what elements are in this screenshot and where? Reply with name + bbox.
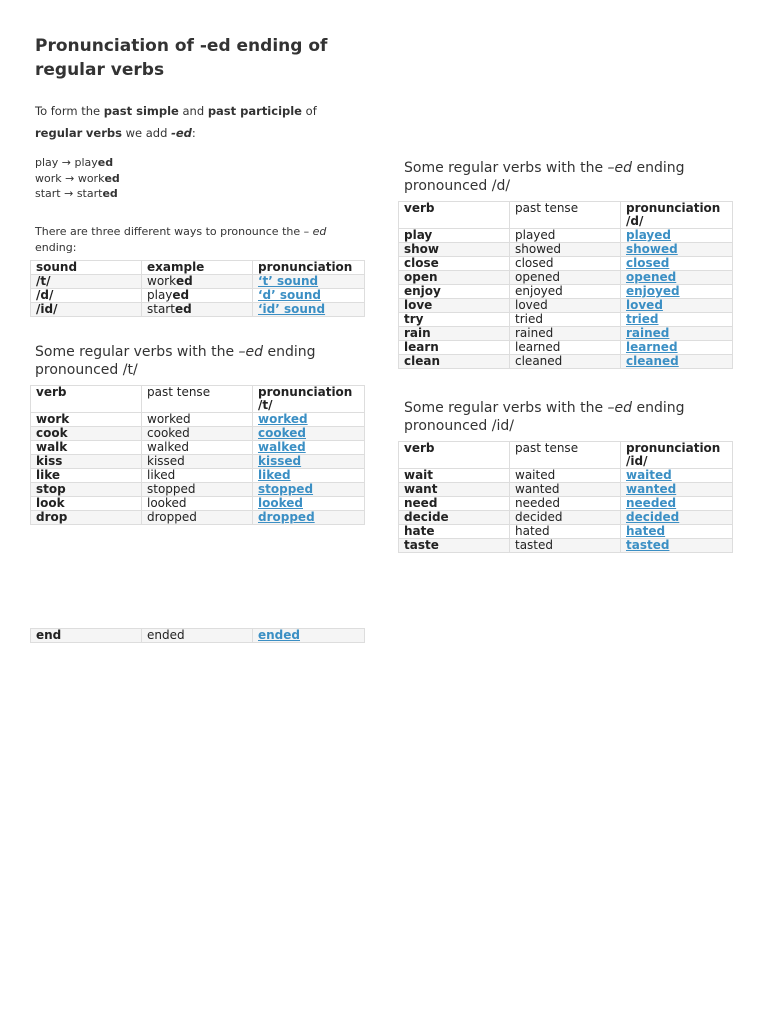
table-row: [31, 483, 365, 497]
verb-cell: stop: [31, 483, 142, 497]
verb-cell: play: [399, 229, 510, 243]
past-tense-cell: waited: [510, 469, 621, 483]
header-cell: pronunciation /id/: [621, 442, 733, 469]
past-tense-cell: rained: [510, 327, 621, 341]
d-section-heading: [404, 159, 739, 195]
verb-cell: clean: [399, 355, 510, 369]
pronunciation-cell: [621, 341, 733, 355]
pronunciation-link[interactable]: decided: [626, 510, 680, 524]
past-tense-cell: worked: [142, 413, 253, 427]
example-ending: ed: [102, 187, 118, 200]
heading-ed: –ed: [607, 400, 633, 416]
past-tense-cell: learned: [510, 341, 621, 355]
intro-text-3: of: [302, 104, 317, 118]
end-row-table: [30, 628, 365, 643]
table-row: [399, 341, 733, 355]
pronunciation-link[interactable]: played: [626, 228, 671, 242]
pronunciation-cell: [253, 455, 365, 469]
pronunciation-link[interactable]: ‘id’ sound: [258, 302, 326, 316]
table-row: [31, 469, 365, 483]
past-tense-cell: enjoyed: [510, 285, 621, 299]
pronunciation-link[interactable]: cleaned: [626, 354, 679, 368]
heading-text: Some regular verbs with the: [404, 160, 608, 176]
past-tense-cell: dropped: [142, 511, 253, 525]
verb-cell: close: [399, 257, 510, 271]
verb-cell: taste: [399, 539, 510, 553]
table-header-row: [399, 202, 733, 229]
pronunciation-cell: [621, 469, 733, 483]
three-ways-paragraph: [35, 224, 335, 255]
pronunciation-link[interactable]: ‘t’ sound: [258, 274, 319, 288]
d-verbs-table: [398, 201, 733, 369]
pronunciation-link[interactable]: stopped: [258, 482, 314, 496]
verb-cell: like: [31, 469, 142, 483]
pronunciation-link[interactable]: enjoyed: [626, 284, 680, 298]
heading-text: ending pronounced /d/: [404, 160, 685, 194]
table-row: [399, 257, 733, 271]
verb-cell: look: [31, 497, 142, 511]
past-tense-cell: stopped: [142, 483, 253, 497]
past-tense-cell: tried: [510, 313, 621, 327]
verb-cell: need: [399, 497, 510, 511]
table-row: [31, 413, 365, 427]
table-row: [31, 303, 365, 317]
pronunciation-cell: [253, 483, 365, 497]
pronunciation-cell: [253, 275, 365, 289]
pronunciation-link[interactable]: kissed: [258, 454, 302, 468]
table-row: [399, 355, 733, 369]
intro-text-5: :: [191, 126, 196, 140]
header-cell: pronunciation: [253, 261, 365, 275]
past-tense-cell: liked: [142, 469, 253, 483]
header-cell: sound: [31, 261, 142, 275]
example-cell: [142, 275, 253, 289]
t-verbs-table: [30, 385, 365, 525]
example-ending: ed: [172, 288, 190, 302]
table-row: [399, 229, 733, 243]
verb-cell: decide: [399, 511, 510, 525]
example-ending: ed: [176, 274, 193, 288]
pronunciation-cell: [621, 497, 733, 511]
verb-cell: learn: [399, 341, 510, 355]
table-row: [399, 243, 733, 257]
past-participle-term: past participle: [207, 104, 302, 118]
verb-cell: open: [399, 271, 510, 285]
examples-list: [35, 155, 365, 202]
verb-cell: hate: [399, 525, 510, 539]
verb-cell: drop: [31, 511, 142, 525]
verb-cell: kiss: [31, 455, 142, 469]
table-row: [399, 469, 733, 483]
verb-cell: wait: [399, 469, 510, 483]
table-header-row: [399, 442, 733, 469]
heading-ed: –ed: [607, 160, 633, 176]
pronunciation-cell: [621, 327, 733, 341]
pronunciation-link[interactable]: ended: [258, 628, 300, 642]
example-base: start → start: [35, 187, 103, 200]
pronunciation-link[interactable]: hated: [626, 524, 666, 538]
past-tense-cell: showed: [510, 243, 621, 257]
heading-text: Some regular verbs with the: [35, 344, 239, 360]
sound-cell: /id/: [31, 303, 142, 317]
header-cell: example: [142, 261, 253, 275]
header-cell: past tense: [142, 386, 253, 413]
id-verbs-table: [398, 441, 733, 553]
pronunciation-link[interactable]: ‘d’ sound: [258, 288, 321, 302]
table-row: [31, 427, 365, 441]
pronunciation-cell: [253, 303, 365, 317]
table-row: [31, 511, 365, 525]
pronunciation-cell: [621, 257, 733, 271]
table-row: [399, 299, 733, 313]
table-header-row: [31, 386, 365, 413]
pronunciation-link[interactable]: looked: [258, 496, 303, 510]
pronunciation-cell: [253, 497, 365, 511]
past-tense-cell: played: [510, 229, 621, 243]
table-header-row: [31, 261, 365, 275]
intro-text-1: To form the: [35, 104, 104, 118]
pronunciation-link[interactable]: closed: [626, 256, 670, 270]
pronunciation-cell: [253, 469, 365, 483]
pronunciation-cell: [253, 629, 365, 643]
heading-text: ending pronounced /t/: [35, 344, 316, 378]
three-ways-rest: ending:: [35, 240, 77, 254]
pronunciation-cell: [621, 539, 733, 553]
heading-text: Some regular verbs with the: [404, 400, 608, 416]
pronunciation-link[interactable]: liked: [258, 468, 291, 482]
pronunciation-cell: [621, 511, 733, 525]
verbs-term: verbs: [85, 126, 122, 140]
pronunciation-cell: [253, 427, 365, 441]
pronunciation-link[interactable]: rained: [626, 326, 670, 340]
example-base: work: [147, 274, 177, 288]
example-base: play → play: [35, 156, 98, 169]
past-tense-cell: walked: [142, 441, 253, 455]
past-simple-term: past simple: [103, 104, 179, 118]
verb-cell: end: [31, 629, 142, 643]
past-tense-cell: decided: [510, 511, 621, 525]
pronunciation-link[interactable]: worked: [258, 412, 308, 426]
header-cell: verb: [31, 386, 142, 413]
past-tense-cell: closed: [510, 257, 621, 271]
ed-term: -ed: [171, 126, 192, 140]
header-cell: pronunciation /t/: [253, 386, 365, 413]
id-section-heading: [404, 399, 739, 435]
sound-cell: /t/: [31, 275, 142, 289]
pronunciation-cell: [621, 271, 733, 285]
past-tense-cell: cooked: [142, 427, 253, 441]
page-title: Pronunciation of -ed ending of regular verbs: [35, 36, 328, 80]
pronunciation-cell: [253, 511, 365, 525]
example-cell: [142, 289, 253, 303]
header-cell: past tense: [510, 202, 621, 229]
verb-cell: work: [31, 413, 142, 427]
table-row: [399, 271, 733, 285]
past-tense-cell: kissed: [142, 455, 253, 469]
verb-cell: enjoy: [399, 285, 510, 299]
pronunciation-link[interactable]: showed: [626, 242, 678, 256]
example-ending: ed: [104, 171, 120, 185]
regular-term: regular: [35, 126, 83, 140]
table-row: [399, 285, 733, 299]
example-line: [35, 186, 365, 202]
sound-table: [30, 260, 365, 317]
pronunciation-link[interactable]: needed: [626, 496, 677, 510]
example-base: start: [147, 302, 175, 316]
past-tense-cell: tasted: [510, 539, 621, 553]
table-row: [31, 629, 365, 643]
pronunciation-link[interactable]: cooked: [258, 426, 306, 440]
table-row: [399, 511, 733, 525]
pronunciation-link[interactable]: waited: [626, 468, 672, 482]
pronunciation-cell: [253, 441, 365, 455]
pronunciation-cell: [621, 525, 733, 539]
example-ending: ed: [97, 156, 114, 169]
example-cell: [142, 303, 253, 317]
example-base: play: [147, 288, 173, 302]
past-tense-cell: loved: [510, 299, 621, 313]
table-row: [399, 483, 733, 497]
pronunciation-link[interactable]: loved: [626, 298, 663, 312]
example-line: [35, 155, 365, 171]
table-row: [399, 525, 733, 539]
past-tense-cell: opened: [510, 271, 621, 285]
pronunciation-cell: [621, 285, 733, 299]
past-tense-cell: wanted: [510, 483, 621, 497]
past-tense-cell: cleaned: [510, 355, 621, 369]
pronunciation-link[interactable]: wanted: [626, 482, 677, 496]
verb-cell: cook: [31, 427, 142, 441]
table-row: [31, 497, 365, 511]
pronunciation-link[interactable]: opened: [626, 270, 677, 284]
table-row: [399, 313, 733, 327]
verb-cell: rain: [399, 327, 510, 341]
pronunciation-cell: [621, 243, 733, 257]
pronunciation-link[interactable]: walked: [258, 440, 306, 454]
verb-cell: love: [399, 299, 510, 313]
example-base: work → work: [35, 171, 105, 185]
pronunciation-link[interactable]: learned: [626, 340, 678, 354]
header-cell: verb: [399, 442, 510, 469]
past-tense-cell: looked: [142, 497, 253, 511]
table-row: [399, 497, 733, 511]
verb-cell: try: [399, 313, 510, 327]
pronunciation-cell: [253, 413, 365, 427]
past-tense-cell: ended: [142, 629, 253, 643]
pronunciation-link[interactable]: tasted: [626, 538, 670, 552]
header-cell: verb: [399, 202, 510, 229]
past-tense-cell: needed: [510, 497, 621, 511]
pronunciation-cell: [621, 355, 733, 369]
three-ways-text: There are three different ways to pronounce the –: [35, 225, 310, 238]
three-ways-ed: ed: [312, 225, 327, 238]
intro-paragraph: [35, 100, 365, 144]
pronunciation-link[interactable]: dropped: [258, 510, 315, 524]
table-row: [31, 441, 365, 455]
verb-cell: want: [399, 483, 510, 497]
heading-ed: –ed: [238, 344, 264, 360]
t-section-heading: [35, 343, 365, 379]
verb-cell: walk: [31, 441, 142, 455]
header-cell: past tense: [510, 442, 621, 469]
pronunciation-cell: [253, 289, 365, 303]
sound-cell: /d/: [31, 289, 142, 303]
pronunciation-link[interactable]: tried: [626, 312, 659, 326]
past-tense-cell: hated: [510, 525, 621, 539]
table-row: [31, 289, 365, 303]
example-ending: ed: [174, 302, 192, 316]
intro-text-4: we add: [121, 126, 172, 140]
header-cell: pronunciation /d/: [621, 202, 733, 229]
pronunciation-cell: [621, 313, 733, 327]
example-line: [35, 171, 365, 187]
pronunciation-cell: [621, 299, 733, 313]
table-row: [31, 455, 365, 469]
table-row: [399, 539, 733, 553]
verb-cell: show: [399, 243, 510, 257]
heading-text: ending pronounced /id/: [404, 400, 685, 434]
table-row: [31, 275, 365, 289]
table-row: [399, 327, 733, 341]
pronunciation-cell: [621, 483, 733, 497]
pronunciation-cell: [621, 229, 733, 243]
intro-text-2: and: [178, 104, 208, 118]
